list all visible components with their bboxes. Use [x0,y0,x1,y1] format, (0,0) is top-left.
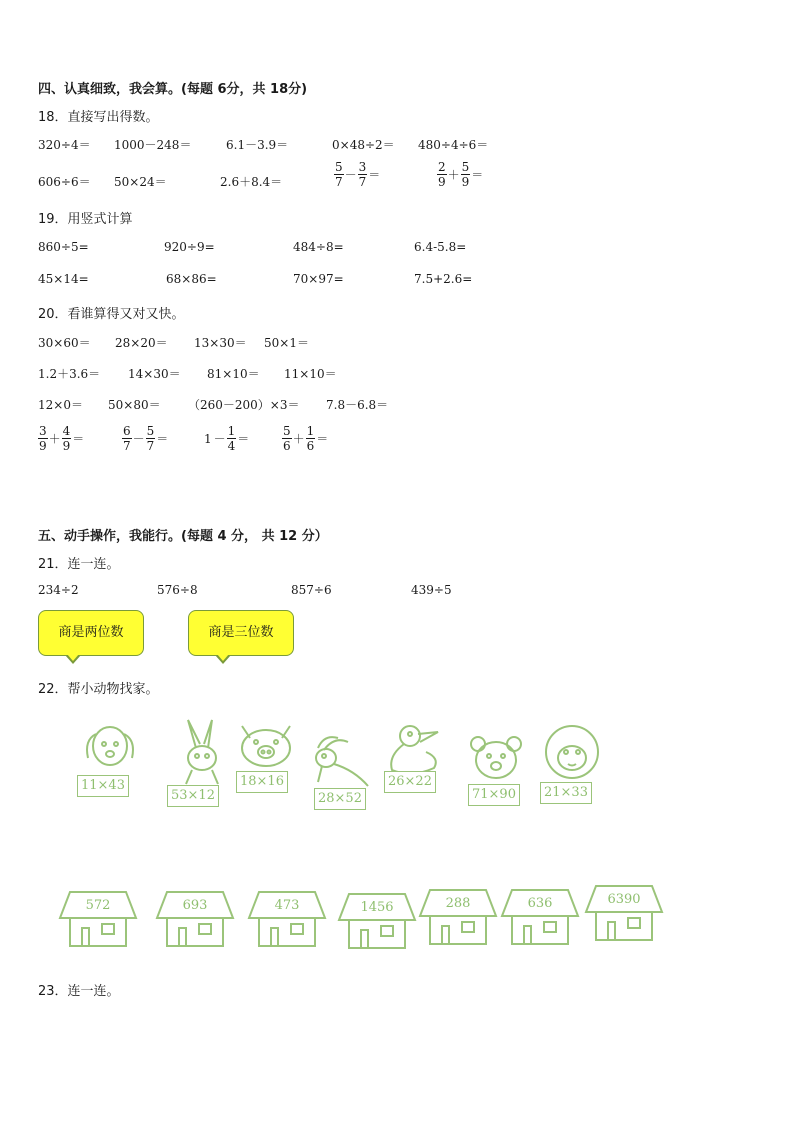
q20-expr: （260－200）×3＝ [188,398,300,412]
fraction [358,160,368,189]
house-number: 288 [445,896,471,911]
denominator: 9 [438,175,446,189]
q20-fraction-expr [122,424,169,453]
operator: ＋ [292,432,305,446]
numerator: 6 [123,424,131,438]
animal-sign: 28×52 [314,788,366,810]
q20-expr: 50×80＝ [108,398,161,412]
whole-number: 1 [204,431,212,446]
house-number: 473 [274,898,300,913]
house[interactable] [337,890,417,952]
operator: － [213,432,226,446]
numerator: 1 [306,424,315,438]
equals-sign: ＝ [471,168,484,182]
numerator: 5 [461,160,470,174]
operator: － [132,432,145,446]
q20-fraction-expr [203,424,250,453]
fraction [38,424,48,453]
fraction [282,424,292,453]
house-number: 6390 [607,892,641,907]
q19-expr: 45×14= [38,272,89,286]
house[interactable] [58,888,138,950]
bubble-three-digit-quotient[interactable]: 商是三位数 [188,610,294,656]
q20-fraction-expr [282,424,329,453]
question-18-label: 18．直接写出得数。 [38,110,159,125]
rabbit-icon[interactable] [172,718,232,788]
house[interactable] [584,882,664,944]
house-number: 572 [85,898,111,913]
question-20-label: 20．看谁算得又对又快。 [38,307,185,322]
fraction [146,424,156,453]
section-4-title: 四、认真细致，我会算。(每题 6分，共 18分) [38,82,308,97]
denominator: 9 [461,175,470,189]
denominator: 7 [358,175,367,189]
house[interactable] [500,886,580,948]
fraction [227,424,237,453]
denominator: 7 [123,439,131,453]
q18-expr: 2.6＋8.4＝ [220,175,283,189]
q20-fraction-expr [38,424,85,453]
numerator: 4 [62,424,71,438]
q19-expr: 920÷9= [164,240,215,254]
monkey-icon[interactable] [540,724,604,782]
q20-expr: 81×10＝ [207,367,260,381]
operator: ＋ [447,168,460,182]
q20-expr: 28×20＝ [115,336,168,350]
q18-expr: 50×24＝ [114,175,167,189]
denominator: 6 [283,439,291,453]
house-number: 693 [182,898,208,913]
goat-icon[interactable] [304,730,374,790]
fraction [334,160,344,189]
numerator: 3 [358,160,367,174]
q19-expr: 860÷5= [38,240,89,254]
bear-icon[interactable] [466,734,526,784]
denominator: 9 [62,439,71,453]
question-19-label: 19．用竖式计算 [38,212,133,227]
q19-expr: 6.4-5.8= [414,240,467,254]
q20-expr: 7.8－6.8＝ [326,398,389,412]
question-23-label: 23．连一连。 [38,984,120,999]
animal-sign: 26×22 [384,771,436,793]
q18-fraction-expr [334,160,381,189]
animal-sign: 21×33 [540,782,592,804]
animal-sign: 53×12 [167,785,219,807]
denominator: 4 [227,439,236,453]
denominator: 6 [306,439,315,453]
fraction [122,424,132,453]
q20-expr: 12×0＝ [38,398,83,412]
q21-expression: 234÷2 [38,583,79,597]
numerator: 1 [227,424,236,438]
q20-expr: 11×10＝ [284,367,337,381]
q19-expr: 484÷8= [293,240,344,254]
q18-expr: 320÷4＝ [38,138,91,152]
fraction [62,424,72,453]
q18-expr: 6.1－3.9＝ [226,138,289,152]
q18-fraction-expr [437,160,484,189]
q18-expr: 606÷6＝ [38,175,91,189]
q18-expr: 480÷4÷6＝ [418,138,489,152]
q19-expr: 7.5+2.6= [414,272,473,286]
animal-sign: 18×16 [236,771,288,793]
q20-expr: 13×30＝ [194,336,247,350]
numerator: 3 [39,424,47,438]
equals-sign: ＝ [72,432,85,446]
q20-expr: 30×60＝ [38,336,91,350]
house[interactable] [247,888,327,950]
equals-sign: ＝ [368,168,381,182]
house[interactable] [418,886,498,948]
duck-icon[interactable] [382,722,448,778]
numerator: 2 [438,160,446,174]
q19-expr: 70×97= [293,272,344,286]
q18-expr: 0×48÷2＝ [332,138,395,152]
operator: － [344,168,357,182]
equals-sign: ＝ [237,432,250,446]
house[interactable] [155,888,235,950]
pig-icon[interactable] [234,720,298,772]
q18-expr: 1000－248＝ [114,138,192,152]
q19-expr: 68×86= [166,272,217,286]
equals-sign: ＝ [156,432,169,446]
q21-expression: 576÷8 [157,583,198,597]
q21-expression: 857÷6 [291,583,332,597]
house-number: 1456 [360,900,394,915]
denominator: 9 [39,439,47,453]
q20-expr: 1.2＋3.6＝ [38,367,101,381]
section-5-title: 五、动手操作，我能行。(每题 4 分， 共 12 分） [38,529,328,544]
denominator: 7 [335,175,343,189]
fraction [461,160,471,189]
question-21-label: 21．连一连。 [38,557,120,572]
q20-expr: 50×1＝ [264,336,309,350]
operator: ＋ [48,432,61,446]
equals-sign: ＝ [316,432,329,446]
animal-sign: 11×43 [77,775,129,797]
numerator: 5 [146,424,155,438]
animal-sign: 71×90 [468,784,520,806]
denominator: 7 [146,439,155,453]
fraction [306,424,316,453]
bubble-two-digit-quotient[interactable]: 商是两位数 [38,610,144,656]
numerator: 5 [335,160,343,174]
numerator: 5 [283,424,291,438]
question-22-label: 22．帮小动物找家。 [38,682,159,697]
q20-expr: 14×30＝ [128,367,181,381]
dog-icon[interactable] [78,722,148,782]
house-number: 636 [527,896,553,911]
q21-expression: 439÷5 [411,583,452,597]
fraction [437,160,447,189]
